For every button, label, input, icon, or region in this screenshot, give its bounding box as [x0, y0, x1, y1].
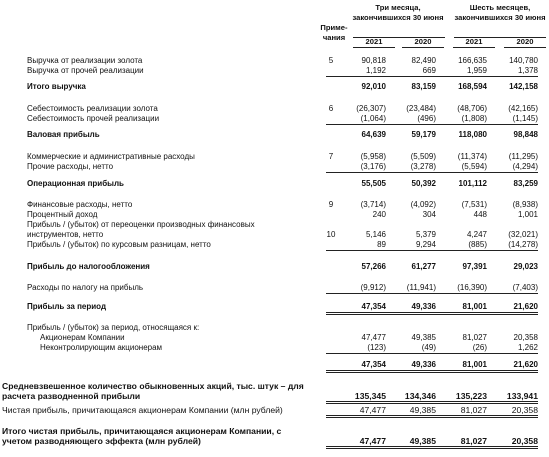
row-value: 82,490: [411, 56, 436, 65]
row-label: Коммерческие и административные расходы: [27, 152, 195, 161]
row-value: 64,639: [361, 130, 386, 139]
header-rule-c1: [353, 47, 395, 48]
row-value: (7,531): [461, 200, 487, 209]
row-value: (26): [427, 343, 487, 354]
row-value: 168,594: [458, 82, 487, 91]
year-col-1: 2021: [365, 37, 383, 46]
row-value: 81,027: [462, 333, 487, 342]
row-label: Расходы по налогу на прибыль: [27, 283, 144, 292]
row-value: 29,023: [513, 262, 538, 271]
row-value: 81,001: [427, 360, 487, 373]
row-value: 1,378: [478, 66, 538, 77]
row-value: (3,714): [360, 200, 386, 209]
row-value: (1,064): [326, 114, 386, 125]
row-value: (16,390): [427, 283, 487, 294]
row-value: 20,358: [513, 333, 538, 342]
row-label: Выручка от реализации золота: [27, 56, 143, 65]
row-value: 47,354: [326, 302, 386, 315]
row-note: 10: [326, 230, 336, 239]
row-note: 7: [328, 152, 334, 161]
row-label: Чистая прибыль, причитающаяся акционерам Компании (млн рублей): [2, 405, 283, 415]
row-value: 20,358: [478, 405, 538, 418]
row-value: 1,001: [517, 210, 538, 219]
row-value: (11,374): [457, 152, 487, 161]
row-value: (49): [376, 343, 436, 354]
row-value: 669: [376, 66, 436, 77]
row-label: Процентный доход: [27, 210, 98, 219]
row-value: (9,912): [326, 283, 386, 294]
row-value: 49,385: [376, 436, 436, 449]
row-value: (885): [427, 240, 487, 251]
row-value: 92,010: [361, 82, 386, 91]
row-value: 57,266: [361, 262, 386, 271]
row-value: (14,278): [478, 240, 538, 251]
row-value: 97,391: [462, 262, 487, 271]
row-value: (23,484): [406, 104, 436, 113]
row-value: 101,112: [458, 179, 487, 188]
row-value: 134,346: [376, 391, 436, 404]
row-value: 21,620: [478, 302, 538, 315]
row-value: 1,262: [478, 343, 538, 354]
row-value: 135,223: [427, 391, 487, 404]
row-label: Выручка от прочей реализации: [27, 66, 144, 75]
row-label: Средневзвешенное количество обыкновенных акций, тыс. штук – для расчета разводненной прибыли: [2, 381, 304, 401]
row-value: 83,159: [411, 82, 436, 91]
row-value: 47,477: [326, 436, 386, 449]
row-value: 4,247: [466, 230, 487, 239]
row-value: (7,403): [478, 283, 538, 294]
header-rule-c3: [453, 47, 495, 48]
row-value: 98,848: [513, 130, 538, 139]
row-value: 49,385: [376, 405, 436, 418]
row-value: (11,941): [376, 283, 436, 294]
year-col-2: 2020: [414, 37, 432, 46]
row-value: 1,192: [326, 66, 386, 77]
row-note: 5: [328, 56, 334, 65]
row-value: 89: [326, 240, 386, 251]
row-value: 81,001: [427, 302, 487, 315]
row-label: Себестоимость реализации золота: [27, 104, 158, 113]
row-value: 49,336: [376, 360, 436, 373]
row-value: (5,958): [360, 152, 386, 161]
row-label: Финансовые расходы, нетто: [27, 200, 133, 209]
row-label: Итого выручка: [27, 82, 86, 91]
row-value: 135,345: [326, 391, 386, 404]
row-label: Итого чистая прибыль, причитающаяся акционерам Компании, с учетом разводняющего эффекта (млн рублей): [2, 426, 282, 446]
row-value: 5,146: [365, 230, 386, 239]
row-label: Неконтролирующим акционерам: [40, 343, 163, 352]
row-value: 240: [372, 210, 386, 219]
row-value: 81,027: [427, 436, 487, 449]
statement-row-diluted: [0, 426, 549, 446]
statement-row-shares: [0, 381, 549, 401]
row-value: (4,294): [478, 162, 538, 173]
year-col-3: 2021: [465, 37, 483, 46]
row-value: (3,176): [326, 162, 386, 173]
row-value: 49,385: [411, 333, 436, 342]
statement-row: [0, 220, 549, 240]
row-label: Прочие расходы, нетто: [27, 162, 114, 171]
row-label: Акционерам Компании: [40, 333, 125, 342]
row-value: 83,259: [513, 179, 538, 188]
row-value: (3,278): [376, 162, 436, 173]
row-label: Прибыль / (убыток) от переоценки производных финансовых инструментов, нетто: [27, 220, 255, 239]
row-value: (4,092): [410, 200, 436, 209]
row-value: 1,959: [427, 66, 487, 77]
header-rule-c4: [504, 47, 546, 48]
row-value: (42,165): [508, 104, 538, 113]
group-header-six-months: Шесть месяцев, закончившихся 30 июня: [454, 3, 546, 22]
row-label: Операционная прибыль: [27, 179, 124, 188]
row-value: 50,392: [411, 179, 436, 188]
row-note: 9: [328, 200, 334, 209]
group-header-three-months: Три месяца, закончившихся 30 июня: [352, 3, 444, 22]
row-value: 47,354: [326, 360, 386, 373]
row-value: 5,379: [415, 230, 436, 239]
row-value: 448: [473, 210, 487, 219]
notes-header: Приме-чания: [320, 23, 348, 42]
row-value: (48,706): [457, 104, 487, 113]
row-value: (5,594): [427, 162, 487, 173]
row-value: 55,505: [361, 179, 386, 188]
row-label: Прибыль до налогообложения: [27, 262, 150, 271]
row-value: (5,509): [410, 152, 436, 161]
row-value: 133,941: [478, 391, 538, 404]
row-value: 61,277: [411, 262, 436, 271]
row-label: Валовая прибыль: [27, 130, 100, 139]
row-value: (1,145): [478, 114, 538, 125]
row-value: 166,635: [458, 56, 487, 65]
row-value: 21,620: [478, 360, 538, 373]
row-note: 6: [328, 104, 334, 113]
row-value: 118,080: [458, 130, 487, 139]
row-value: (123): [326, 343, 386, 354]
row-value: 304: [422, 210, 436, 219]
row-label: Прибыль / (убыток) за период, относящаяся к:: [27, 323, 200, 332]
row-value: 142,158: [509, 82, 538, 91]
row-value: (8,938): [512, 200, 538, 209]
row-value: 47,477: [361, 333, 386, 342]
row-value: 9,294: [376, 240, 436, 251]
row-label: Прибыль / (убыток) по курсовым разницам, нетто: [27, 240, 211, 249]
row-value: (1,808): [427, 114, 487, 125]
row-value: (32,021): [508, 230, 538, 239]
row-value: 20,358: [478, 436, 538, 449]
row-value: 49,336: [376, 302, 436, 315]
row-value: 47,477: [326, 405, 386, 418]
row-value: 140,780: [509, 56, 538, 65]
row-value: 59,179: [411, 130, 436, 139]
row-value: (11,295): [508, 152, 538, 161]
year-col-4: 2020: [516, 37, 534, 46]
header-rule-c2: [402, 47, 444, 48]
row-label: Прибыль за период: [27, 302, 107, 311]
row-value: (496): [376, 114, 436, 125]
row-label: Себестоимость прочей реализации: [27, 114, 160, 123]
row-value: 81,027: [427, 405, 487, 418]
row-value: 90,818: [361, 56, 386, 65]
row-value: (26,307): [356, 104, 386, 113]
